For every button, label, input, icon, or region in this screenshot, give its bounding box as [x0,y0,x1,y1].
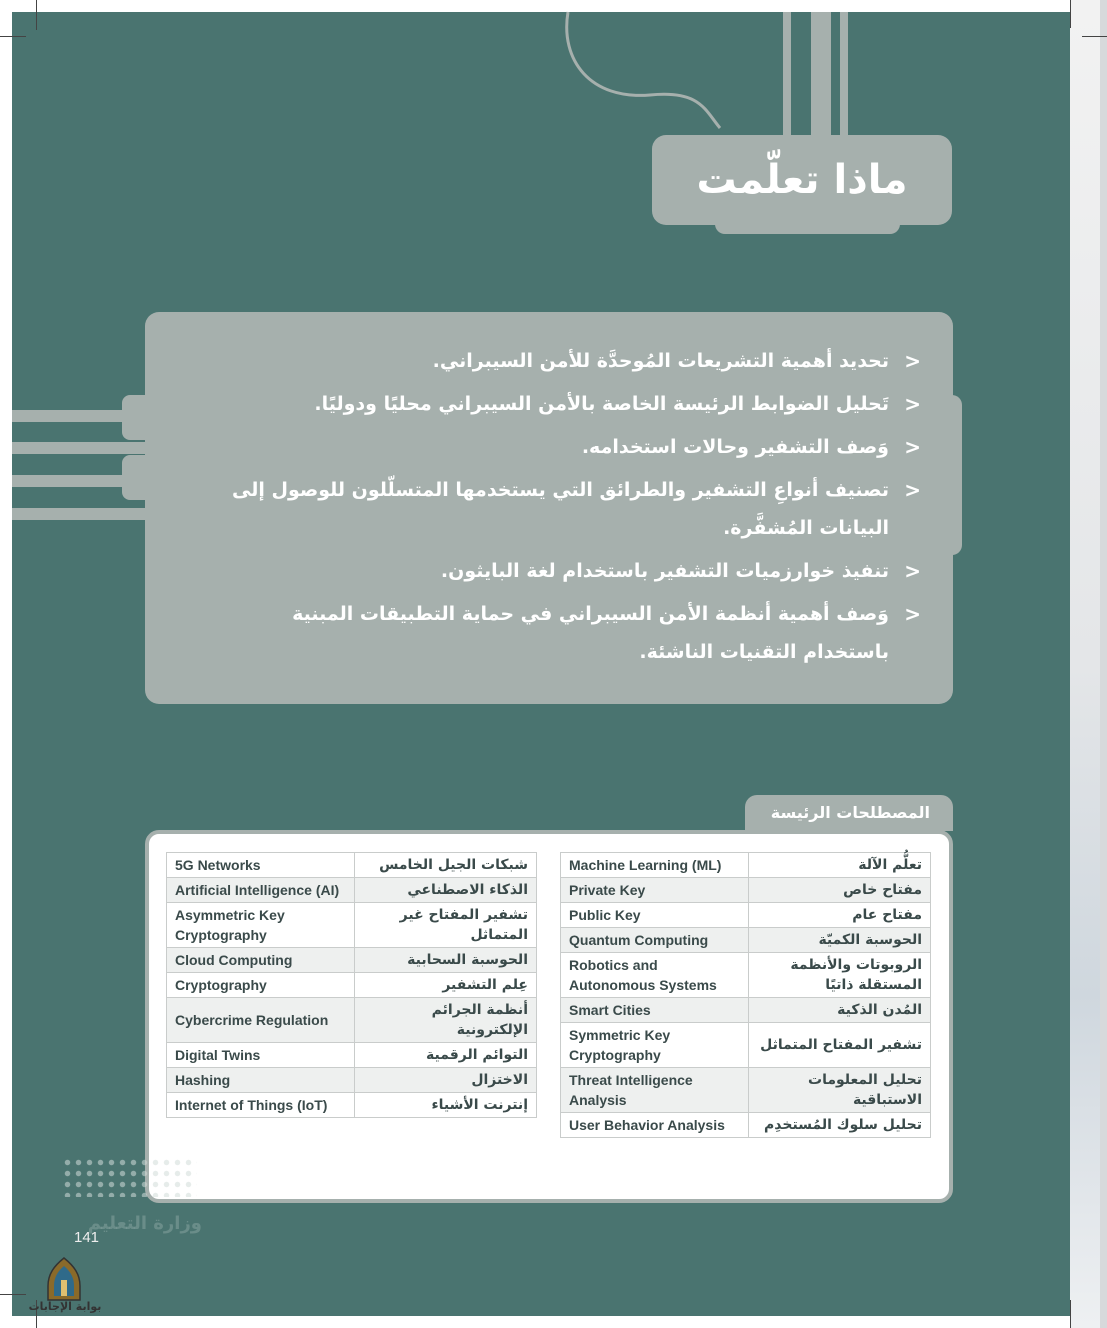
table-row [167,973,537,998]
table-row [561,878,931,903]
term-en: Machine Learning (ML) [561,853,749,878]
term-ar: الاختزال [354,1068,536,1093]
connector-left [12,508,152,520]
term-ar: الذكاء الاصطناعي [354,878,536,903]
chevron-left-icon: < [904,392,921,416]
table-row [561,953,931,998]
term-en: Public Key [561,903,749,928]
term-en: Artificial Intelligence (AI) [167,878,355,903]
term-ar: تشفير المفتاح غير المتماثل [354,903,536,948]
objective-item [210,342,925,380]
term-ar: إنترنت الأشياء [354,1093,536,1118]
objective-text: تنفيذ خوارزميات التشفير باستخدام لغة البايثون. [440,560,889,582]
term-en: Robotics and Autonomous Systems [561,953,749,998]
table-row [167,948,537,973]
term-en: Internet of Things (IoT) [167,1093,355,1118]
page-title: ماذا تعلّمت [696,157,908,203]
objectives-list [210,342,925,676]
term-en: User Behavior Analysis [561,1113,749,1138]
term-ar: الحوسبة السحابية [354,948,536,973]
page-number: 141 [74,1229,100,1246]
term-ar: التوائم الرقمية [354,1043,536,1068]
site-label: بوابة الإجابات [28,1300,102,1313]
objective-text: وَصف التشفير وحالات استخدامه. [581,436,889,458]
term-ar: المُدن الذكية [748,998,930,1023]
chevron-left-icon: < [904,435,921,459]
table-row [561,1113,931,1138]
term-en: Private Key [561,878,749,903]
chevron-left-icon: < [904,602,921,626]
wire-bar [811,12,831,137]
term-en: Cryptography [167,973,355,998]
table-row [167,1068,537,1093]
term-en: Cybercrime Regulation [167,998,355,1043]
term-en: Threat Intelligence Analysis [561,1068,749,1113]
term-en: Asymmetric Key Cryptography [167,903,355,948]
table-row [167,903,537,948]
objective-item [210,595,925,671]
term-ar: مفتاح عام [748,903,930,928]
table-row [167,853,537,878]
term-ar: الروبوتات والأنظمة المستقلة ذاتيًا [748,953,930,998]
term-ar: تعلُّم الآلة [748,853,930,878]
chevron-left-icon: < [904,559,921,583]
objectives-tab [940,395,962,555]
term-ar: الحوسبة الكميّة [748,928,930,953]
table-row [167,878,537,903]
term-ar: أنظمة الجرائم الإلكترونية [354,998,536,1043]
term-ar: تحليل المعلومات الاستباقية [748,1068,930,1113]
objective-item [210,552,925,590]
term-ar: تشفير المفتاح المتماثل [748,1023,930,1068]
objective-item [210,428,925,466]
ministry-watermark: وزارة التعليم [87,1213,202,1234]
table-row [561,853,931,878]
table-row [167,1093,537,1118]
terms-title: المصطلحات الرئيسة [770,803,930,822]
table-row [561,1023,931,1068]
term-en: Quantum Computing [561,928,749,953]
connector-left [12,442,152,454]
term-ar: شبكات الجيل الخامس [354,853,536,878]
objective-item [210,471,925,547]
term-ar: تحليل سلوك المُستخدِم [748,1113,930,1138]
table-row [167,998,537,1043]
table-row [561,928,931,953]
term-en: 5G Networks [167,853,355,878]
term-en: Cloud Computing [167,948,355,973]
terms-table-left [166,852,537,1118]
objective-text: تحديد أهمية التشريعات المُوحدَّة للأمن السيبراني. [432,350,889,372]
chevron-left-icon: < [904,349,921,373]
wire-bar [840,12,848,137]
table-row [167,1043,537,1068]
term-en: Symmetric Key Cryptography [561,1023,749,1068]
term-ar: مفتاح خاص [748,878,930,903]
objective-text: تَحليل الضوابط الرئيسة الخاصة بالأمن السيبراني محليًا ودوليًا. [314,393,889,415]
site-logo-icon [44,1256,84,1302]
watermark-dots [62,1157,197,1197]
wire-bar [783,12,791,137]
term-en: Digital Twins [167,1043,355,1068]
terms-table-right [560,852,931,1138]
objective-text: وَصف أهمية أنظمة الأمن السيبراني في حماية التطبيقات المبنية باستخدام التقنيات الناشئة. [292,603,889,663]
term-en: Hashing [167,1068,355,1093]
term-en: Smart Cities [561,998,749,1023]
term-ar: عِلم التشفير [354,973,536,998]
objective-item [210,385,925,423]
table-row [561,1068,931,1113]
table-row [561,998,931,1023]
table-row [561,903,931,928]
chevron-left-icon: < [904,478,921,502]
objective-text: تصنيف أنواعِ التشفير والطرائق التي يستخدمها المتسلّلون للوصول إلى البيانات المُشفَّرة. [231,479,889,539]
